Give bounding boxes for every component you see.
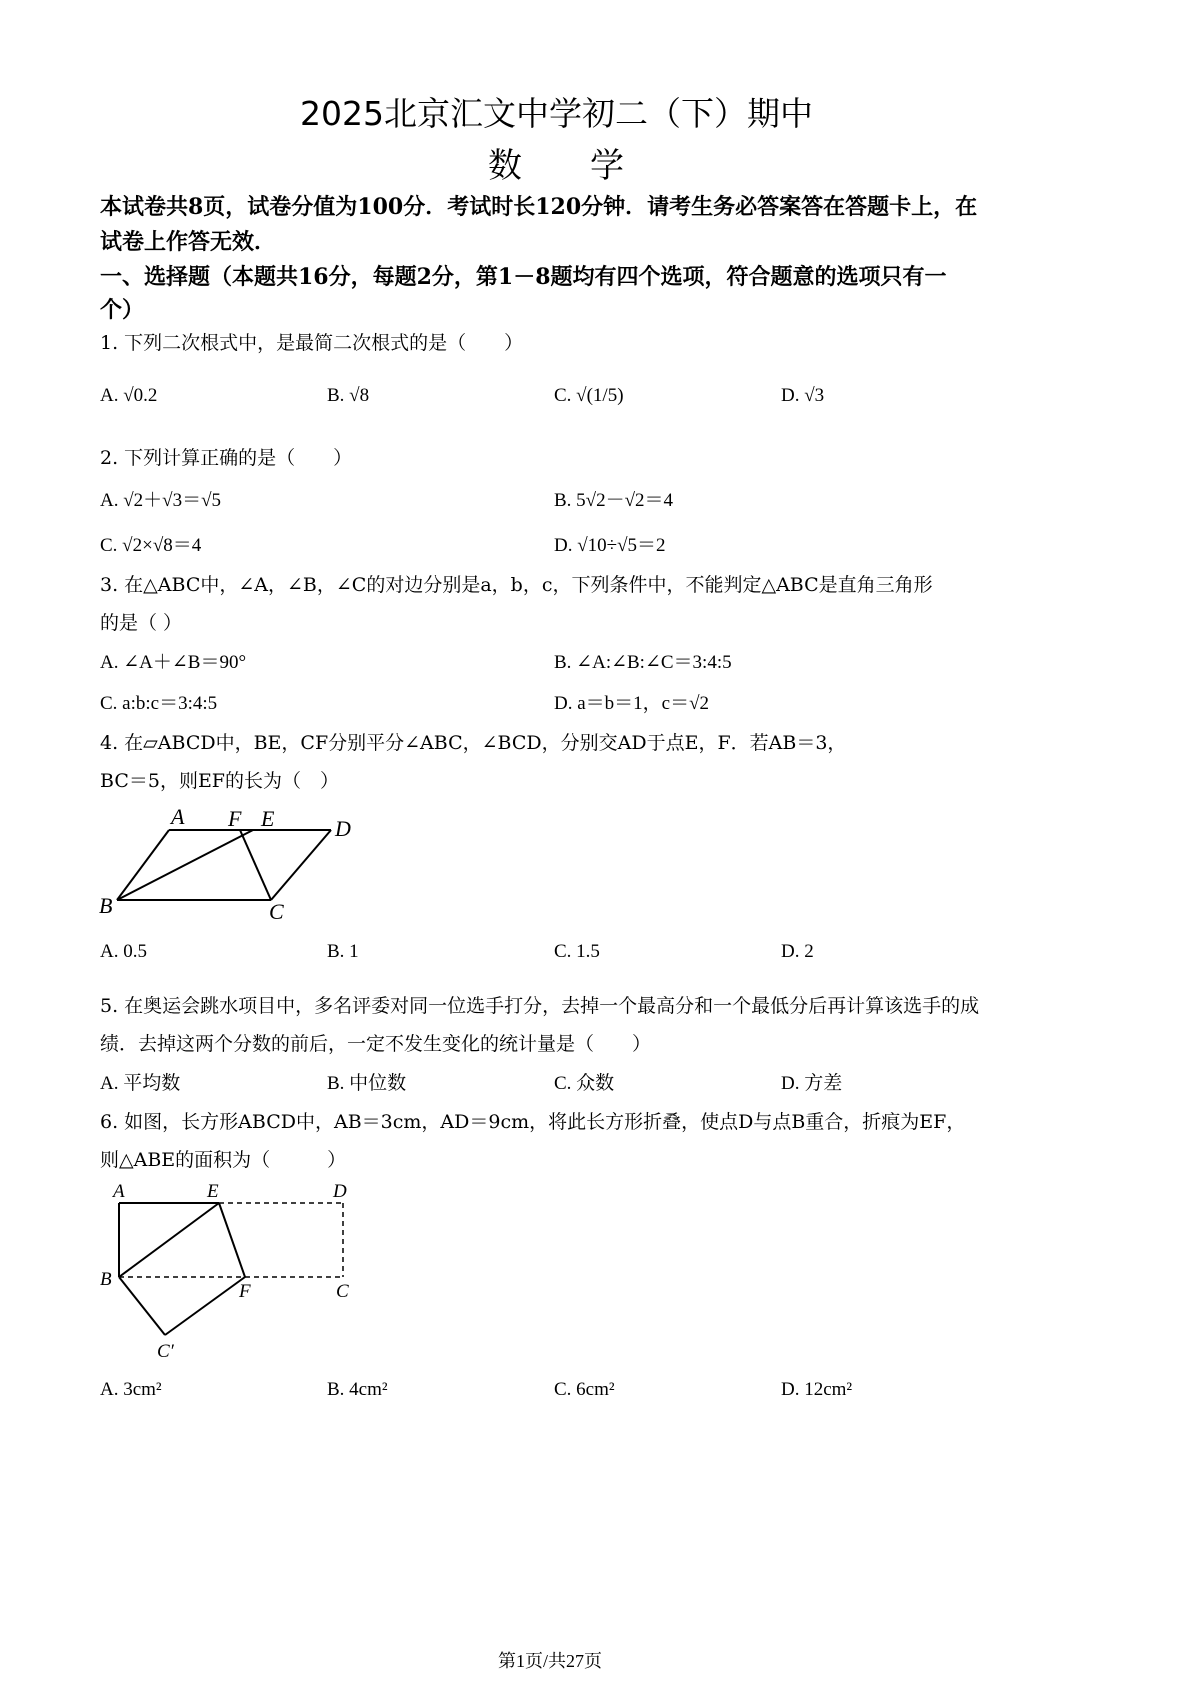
intro-line-1: 本试卷共8页，试卷分值为100分．考试时长120分钟．请考生务必答案答在答题卡上，在 bbox=[100, 194, 978, 220]
question-5-option-c: C. 众数 bbox=[554, 1073, 615, 1094]
question-3-stem-line-1: 3. 在△ABC中，∠A，∠B，∠C的对边分别是a，b，c，下列条件中，不能判定△ABC是直角三角形 bbox=[100, 574, 933, 596]
figure-4-label-f: F bbox=[228, 806, 242, 831]
question-3-option-c: C. a:b:c＝3:4:5 bbox=[100, 693, 218, 714]
figure-6-label-b: B bbox=[100, 1269, 112, 1290]
figure-6-label-c: C bbox=[336, 1281, 349, 1302]
figure-4-label-a: A bbox=[171, 804, 185, 829]
question-2-option-b: B. 5√2－√2＝4 bbox=[554, 490, 674, 511]
question-3-option-a: A. ∠A＋∠B＝90° bbox=[100, 652, 247, 673]
section-heading-line-1: 一、选择题（本题共16分，每题2分，第1－8题均有四个选项，符合题意的选项只有一 bbox=[100, 264, 947, 290]
figure-4-label-b: B bbox=[99, 893, 113, 918]
question-2-stem: 2. 下列计算正确的是（ ） bbox=[100, 447, 353, 469]
question-2-option-d: D. √10÷√5＝2 bbox=[554, 535, 666, 556]
question-1-option-c: C. √(1/5) bbox=[554, 385, 624, 406]
question-6-stem-line-2: 则△ABE的面积为（ ） bbox=[100, 1149, 347, 1171]
question-3-stem-line-2: 的是（ ） bbox=[100, 612, 183, 634]
question-4-stem-line-2: BC＝5，则EF的长为（ ） bbox=[100, 770, 339, 792]
question-6-option-c: C. 6cm² bbox=[554, 1379, 615, 1400]
figure-6-label-f: F bbox=[239, 1281, 251, 1302]
question-5-option-d: D. 方差 bbox=[781, 1073, 843, 1094]
question-4-option-b: B. 1 bbox=[327, 941, 359, 962]
question-6-option-b: B. 4cm² bbox=[327, 1379, 388, 1400]
figure-4-label-e: E bbox=[261, 806, 275, 831]
question-3-option-d: D. a＝b＝1，c＝√2 bbox=[554, 693, 710, 714]
figure-4-label-c: C bbox=[269, 899, 284, 924]
question-3-option-b: B. ∠A:∠B:∠C＝3:4:5 bbox=[554, 652, 732, 673]
question-1-stem: 1. 下列二次根式中，是最简二次根式的是（ ） bbox=[100, 332, 524, 354]
page-number: 第1页/共27页 bbox=[498, 1651, 603, 1671]
question-4-option-d: D. 2 bbox=[781, 941, 814, 962]
figure-6-label-e: E bbox=[207, 1181, 219, 1202]
question-6-figure bbox=[95, 1175, 365, 1365]
question-5-stem-line-1: 5. 在奥运会跳水项目中，多名评委对同一位选手打分，去掉一个最高分和一个最低分后再计算该选手的成 bbox=[100, 995, 980, 1017]
question-5-option-b: B. 中位数 bbox=[327, 1073, 407, 1094]
question-2-option-c: C. √2×√8＝4 bbox=[100, 535, 202, 556]
question-4-figure bbox=[95, 800, 375, 930]
question-6-option-d: D. 12cm² bbox=[781, 1379, 853, 1400]
question-2-option-a: A. √2＋√3＝√5 bbox=[100, 490, 222, 511]
question-4-option-a: A. 0.5 bbox=[100, 941, 147, 962]
figure-6-label-a: A bbox=[113, 1181, 125, 1202]
figure-6-label-d: D bbox=[333, 1181, 347, 1202]
figure-4-label-d: D bbox=[335, 816, 351, 841]
section-heading-line-2: 个） bbox=[100, 297, 145, 323]
figure-6-label-c-prime: C′ bbox=[157, 1341, 174, 1362]
question-1-option-d: D. √3 bbox=[781, 385, 825, 406]
question-1-option-a: A. √0.2 bbox=[100, 385, 158, 406]
question-4-option-c: C. 1.5 bbox=[554, 941, 600, 962]
question-5-option-a: A. 平均数 bbox=[100, 1073, 181, 1094]
question-6-option-a: A. 3cm² bbox=[100, 1379, 162, 1400]
page-title: 2025北京汇文中学初二（下）期中 bbox=[300, 94, 813, 133]
question-4-stem-line-1: 4. 在▱ABCD中，BE，CF分别平分∠ABC，∠BCD，分别交AD于点E，F．若AB＝3， bbox=[100, 732, 847, 754]
question-5-stem-line-2: 绩．去掉这两个分数的前后，一定不发生变化的统计量是（ ） bbox=[100, 1033, 652, 1055]
question-6-stem-line-1: 6. 如图，长方形ABCD中，AB＝3cm，AD＝9cm，将此长方形折叠，使点D与点B重合，折痕为EF， bbox=[100, 1111, 966, 1133]
subject-title: 数 学 bbox=[488, 146, 624, 186]
question-1-option-b: B. √8 bbox=[327, 385, 370, 406]
intro-line-2: 试卷上作答无效． bbox=[100, 229, 277, 255]
